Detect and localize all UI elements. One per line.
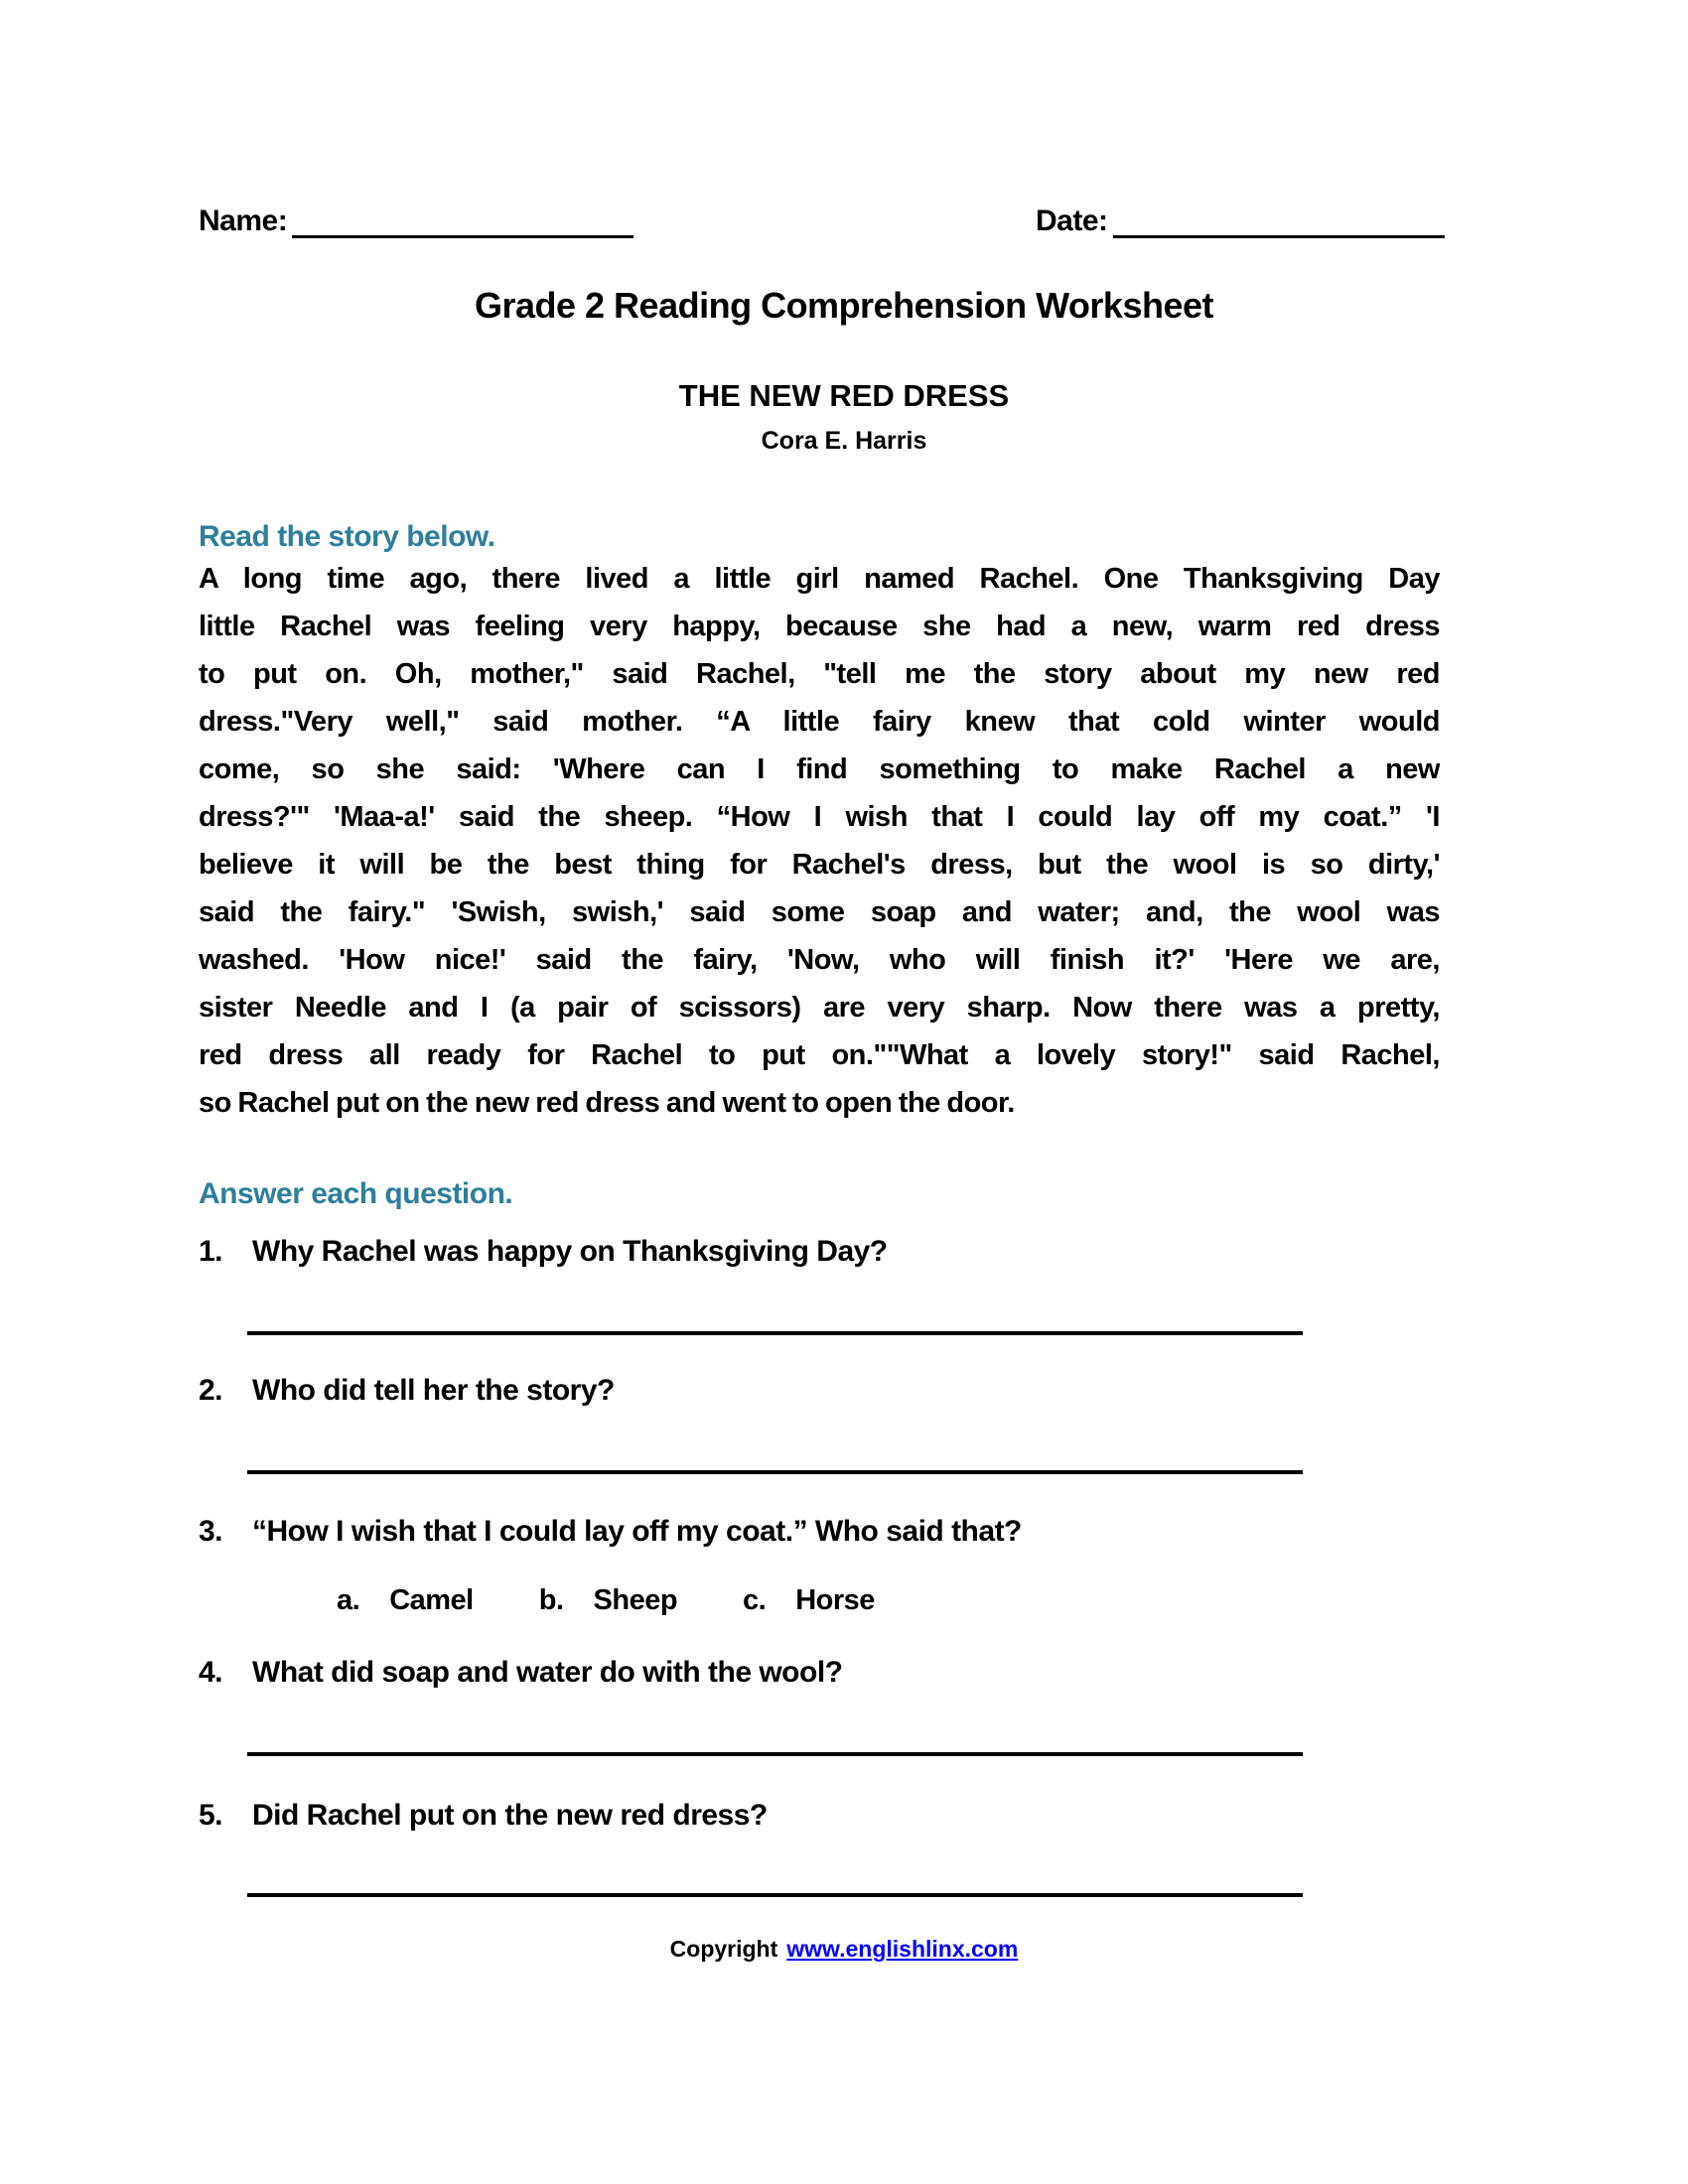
question-5-text: Did Rachel put on the new red dress? bbox=[252, 1799, 768, 1832]
name-label: Name: bbox=[199, 205, 288, 237]
question-1-text: Why Rachel was happy on Thanksgiving Day? bbox=[252, 1235, 888, 1268]
story-line-7: believe it will be the best thing for Rachel's dress, but the wool is so dirty,' bbox=[199, 849, 1440, 881]
story-line-2: little Rachel was feeling very happy, because she had a new, warm red dress bbox=[199, 611, 1440, 642]
option-b bbox=[539, 1583, 677, 1617]
question-5 bbox=[199, 1796, 1489, 1836]
question-3-number: 3. bbox=[199, 1515, 223, 1548]
story-line-3: to put on. Oh, mother," said Rachel, "tell me the story about my new red bbox=[199, 658, 1440, 690]
question-4-text: What did soap and water do with the wool? bbox=[252, 1656, 843, 1689]
option-a-letter: a. bbox=[337, 1584, 360, 1616]
date-blank-line bbox=[1113, 204, 1445, 238]
copyright-label: Copyright bbox=[669, 1936, 778, 1962]
question-3-text: “How I wish that I could lay off my coat.” Who said that? bbox=[252, 1515, 1022, 1548]
copyright bbox=[199, 1935, 1489, 1963]
story-line-10: sister Needle and I (a pair of scissors) are very sharp. Now there was a pretty, bbox=[199, 992, 1440, 1024]
answer-line-4 bbox=[247, 1893, 1303, 1897]
option-c-label: Horse bbox=[795, 1584, 875, 1616]
date-field bbox=[1036, 204, 1445, 238]
question-3-options bbox=[337, 1583, 1489, 1617]
story-line-5: come, so she said: 'Where can I find something to make Rachel a new bbox=[199, 753, 1440, 785]
question-1 bbox=[199, 1232, 1489, 1272]
answer-line-2 bbox=[247, 1470, 1303, 1474]
option-a-label: Camel bbox=[389, 1584, 474, 1616]
story-line-12: so Rachel put on the new red dress and went to open the door. bbox=[199, 1087, 1015, 1119]
story-title: THE NEW RED DRESS bbox=[678, 378, 1010, 413]
answer-line-1 bbox=[247, 1331, 1303, 1335]
option-b-letter: b. bbox=[538, 1584, 564, 1616]
story-line-4: dress."Very well," said mother. “A little fairy knew that cold winter would bbox=[199, 706, 1440, 738]
copyright-link[interactable]: www.englishlinx.com bbox=[786, 1936, 1019, 1962]
option-c bbox=[743, 1583, 875, 1617]
question-5-number: 5. bbox=[199, 1799, 223, 1832]
name-date-row bbox=[199, 204, 1489, 239]
date-label: Date: bbox=[1036, 205, 1108, 237]
name-field bbox=[199, 204, 633, 238]
page-title: Grade 2 Reading Comprehension Worksheet bbox=[474, 285, 1213, 326]
question-2-text: Who did tell her the story? bbox=[252, 1374, 615, 1407]
name-blank-line bbox=[292, 204, 633, 238]
question-4 bbox=[199, 1653, 1489, 1693]
story-line-6: dress?'" 'Maa-a!' said the sheep. “How I wish that I could lay off my coat.” 'I bbox=[199, 801, 1440, 833]
read-story-heading: Read the story below. bbox=[199, 520, 495, 553]
story-line-11: red dress all ready for Rachel to put on.""What a lovely story!" said Rachel, bbox=[199, 1039, 1440, 1071]
question-4-number: 4. bbox=[199, 1656, 223, 1689]
answer-line-3 bbox=[247, 1752, 1303, 1756]
question-2 bbox=[199, 1371, 1489, 1411]
story-paragraph bbox=[199, 555, 1440, 1127]
question-2-number: 2. bbox=[199, 1374, 223, 1407]
answer-questions-heading: Answer each question. bbox=[199, 1177, 513, 1210]
question-3 bbox=[199, 1512, 1489, 1552]
option-c-letter: c. bbox=[743, 1584, 767, 1616]
option-b-label: Sheep bbox=[593, 1584, 678, 1616]
story-line-1: A long time ago, there lived a little girl named Rachel. One Thanksgiving Day bbox=[199, 563, 1440, 595]
option-a bbox=[337, 1583, 474, 1617]
question-1-number: 1. bbox=[199, 1235, 223, 1268]
story-line-8: said the fairy." 'Swish, swish,' said some soap and water; and, the wool was bbox=[199, 896, 1440, 928]
story-line-9: washed. 'How nice!' said the fairy, 'Now, who will finish it?' 'Here we are, bbox=[199, 944, 1440, 976]
story-author: Cora E. Harris bbox=[761, 427, 927, 455]
